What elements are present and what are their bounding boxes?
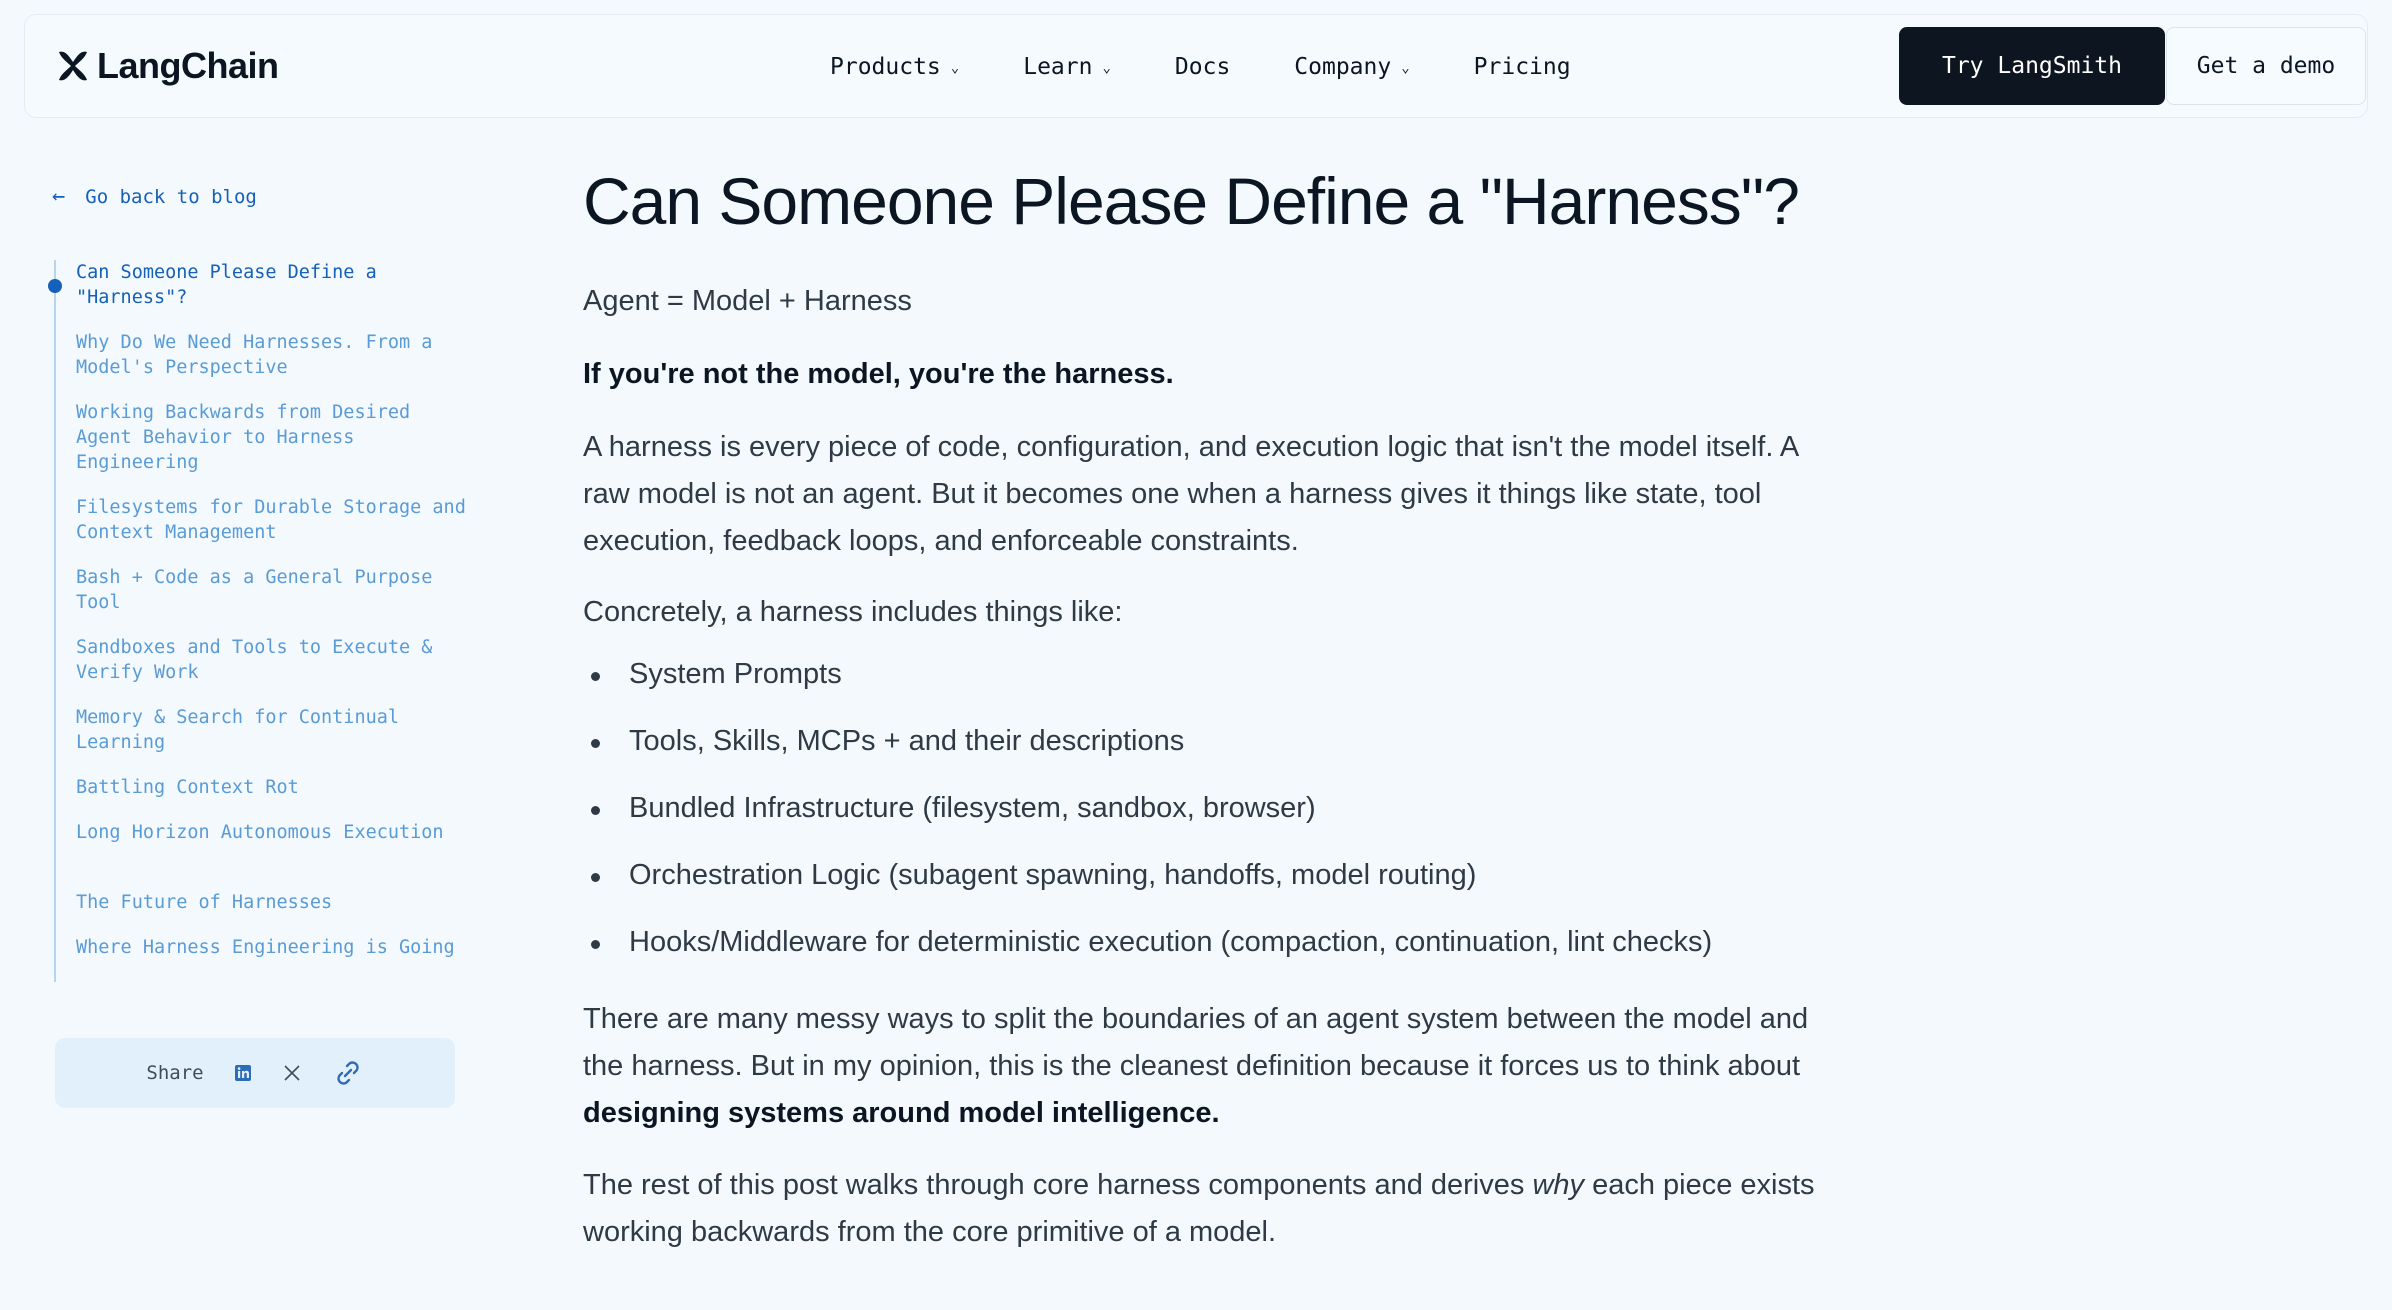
toc-active-indicator xyxy=(48,279,62,293)
list-item-text: System Prompts xyxy=(629,658,842,690)
nav-pricing[interactable] xyxy=(1474,54,1571,80)
paragraph-definition: A harness is every piece of code, configuration, and execution logic that isn't the model itself. A raw model is not an agent. But it becomes one when a harness gives it things like state, tool execution, feedback loops, and enforceable constraints. xyxy=(583,431,1798,557)
table-of-contents xyxy=(54,260,466,982)
paragraph-rest-italic: why xyxy=(1532,1169,1585,1201)
nav-products-label: Products xyxy=(830,54,941,80)
bullet-icon xyxy=(591,739,600,748)
chevron-down-icon: ⌄ xyxy=(1401,60,1410,76)
get-a-demo-button[interactable]: Get a demo xyxy=(2166,27,2366,105)
bullet-icon xyxy=(591,806,600,815)
chevron-down-icon: ⌄ xyxy=(1102,60,1111,76)
toc-item-sandboxes[interactable]: Sandboxes and Tools to Execute & Verify Work xyxy=(76,637,433,683)
bullet-icon xyxy=(591,940,600,949)
try-langsmith-button[interactable]: Try LangSmith xyxy=(1899,27,2165,105)
nav-products[interactable] xyxy=(830,54,959,80)
nav-company-label: Company xyxy=(1294,54,1392,80)
paragraph-boundaries xyxy=(583,996,1823,1137)
nav-docs-label: Docs xyxy=(1174,54,1231,80)
nav-company[interactable] xyxy=(1294,54,1409,80)
top-navbar xyxy=(24,14,2368,118)
share-panel xyxy=(55,1038,455,1108)
share-label: Share xyxy=(146,1062,204,1084)
toc-item-where-going[interactable]: Where Harness Engineering is Going xyxy=(76,937,455,958)
nav-learn-label: Learn xyxy=(1023,54,1093,80)
toc-item-context-rot[interactable]: Battling Context Rot xyxy=(76,777,299,798)
x-twitter-icon[interactable] xyxy=(282,1063,302,1083)
list-item-text: Bundled Infrastructure (filesystem, sandbox, browser) xyxy=(629,792,1316,824)
paragraph-rest-before: The rest of this post walks through core harness components and derives xyxy=(583,1169,1533,1201)
list-item-text: Tools, Skills, MCPs + and their descriptions xyxy=(629,725,1185,757)
toc-item-define-harness[interactable]: Can Someone Please Define a "Harness"? xyxy=(76,262,377,308)
article-title: Can Someone Please Define a "Harness"? xyxy=(583,164,1799,238)
toc-item-why-harnesses[interactable]: Why Do We Need Harnesses. From a Model's Perspective xyxy=(76,332,433,378)
arrow-left-icon: ← xyxy=(52,184,66,209)
paragraph-boundaries-text: There are many messy ways to split the boundaries of an agent system between the model and the harness. But in my opinion, this is the cleanest definition because it forces us to think about xyxy=(583,1003,1809,1082)
bullet-icon xyxy=(591,873,600,882)
back-to-blog-label: Go back to blog xyxy=(85,185,257,208)
bullet-icon xyxy=(591,672,600,681)
toc-item-future[interactable]: The Future of Harnesses xyxy=(76,892,333,913)
toc-item-working-backwards[interactable]: Working Backwards from Desired Agent Behavior to Harness Engineering xyxy=(76,402,411,473)
back-to-blog-link[interactable] xyxy=(52,184,257,209)
paragraph-boundaries-bold: designing systems around model intelligence. xyxy=(583,1097,1220,1129)
list-item-text: Orchestration Logic (subagent spawning, handoffs, model routing) xyxy=(629,859,1477,891)
nav-pricing-label: Pricing xyxy=(1473,54,1571,80)
nav-docs[interactable] xyxy=(1175,54,1230,80)
langchain-logo[interactable] xyxy=(55,45,279,87)
langchain-logo-icon xyxy=(55,46,91,86)
main-nav xyxy=(830,15,1635,119)
chevron-down-icon: ⌄ xyxy=(950,60,960,76)
toc-item-long-horizon[interactable]: Long Horizon Autonomous Execution xyxy=(76,822,444,843)
toc-item-filesystems[interactable]: Filesystems for Durable Storage and Context Management xyxy=(76,497,466,543)
nav-learn[interactable] xyxy=(1023,54,1111,80)
copy-link-icon[interactable] xyxy=(332,1057,364,1089)
list-intro-text: Concretely, a harness includes things like: xyxy=(583,596,1123,628)
paragraph-rest-of-post xyxy=(583,1162,1823,1256)
paragraph-rest-after: each piece exists working backwards from the core primitive of a model. xyxy=(583,1169,1815,1248)
toc-item-memory-search[interactable]: Memory & Search for Continual Learning xyxy=(76,707,400,753)
linkedin-icon[interactable] xyxy=(234,1064,252,1082)
tagline-text: If you're not the model, you're the harness. xyxy=(583,358,1174,390)
list-item-text: Hooks/Middleware for deterministic execution (compaction, continuation, lint checks) xyxy=(629,926,1713,958)
toc-item-bash-code[interactable]: Bash + Code as a General Purpose Tool xyxy=(76,567,433,613)
logo-wordmark: LangChain xyxy=(97,45,279,86)
equation-text: Agent = Model + Harness xyxy=(583,285,912,317)
